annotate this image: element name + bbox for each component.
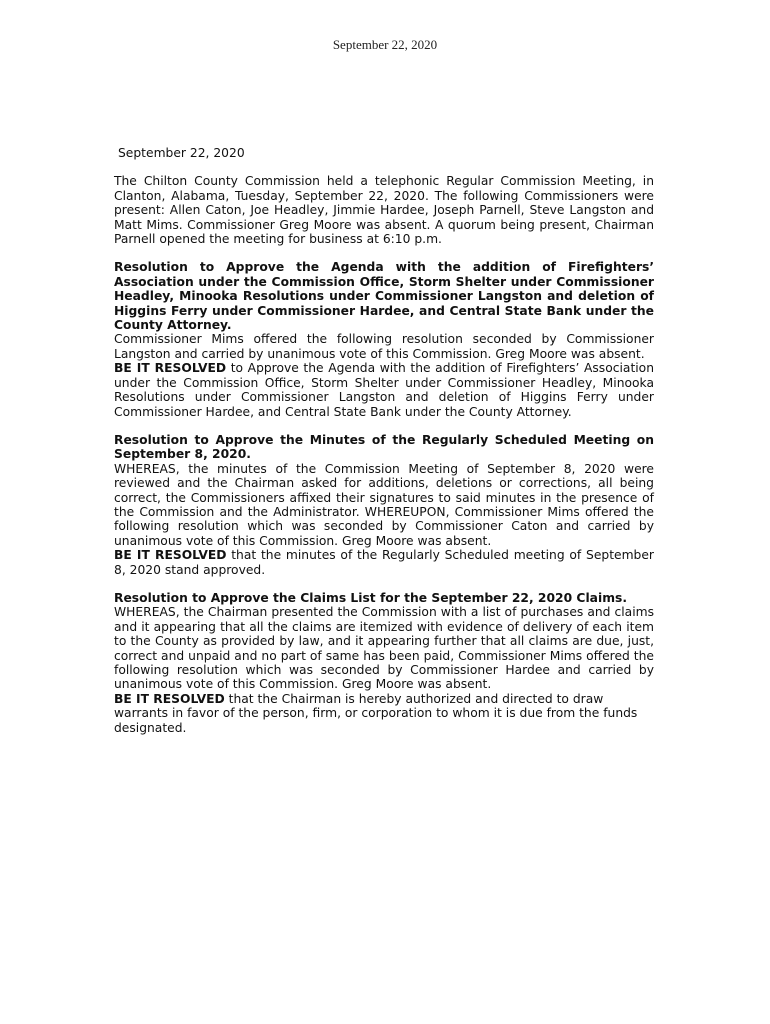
- document-body: [114, 146, 654, 749]
- resolution-heading: Resolution to Approve the Claims List for the September 22, 2020 Claims.: [114, 590, 627, 605]
- meeting-date: September 22, 2020: [118, 146, 245, 160]
- resolution-heading: Resolution to Approve the Agenda with the addition of Firefighters’ Association under the Commission Office, Storm Shelter under Commissioner Headley, Minooka Resolutions under Commissioner Langston and deletion of Higgins Ferry under Commissioner Hardee, and Central State Bank under the County Attorney.: [114, 260, 654, 333]
- resolution-heading: Resolution to Approve the Minutes of the Regularly Scheduled Meeting on September 8, 2020.: [114, 432, 654, 462]
- resolved-paragraph: [114, 548, 654, 577]
- running-header-date: September 22, 2020: [332, 37, 438, 52]
- intro-paragraph: The Chilton County Commission held a telephonic Regular Commission Meeting, in Clanton, Alabama, Tuesday, September 22, 2020. The following Commissioners were present: Allen Caton, Joe Headley, Jimmie Hardee, Joseph Parnell, Steve Langston and Matt Mims. Commissioner Greg Moore was absent. A quorum being present, Chairman Parnell opened the meeting for business at 6:10 p.m.: [114, 174, 654, 247]
- resolution-body: Commissioner Mims offered the following resolution seconded by Commissioner Langston and carried by unanimous vote of this Commission. Greg Moore was absent.: [114, 332, 654, 361]
- resolved-paragraph: [114, 361, 654, 419]
- resolution-body: WHEREAS, the Chairman presented the Commission with a list of purchases and claims and it appearing that all the claims are itemized with evidence of delivery of each item to the County as provided by law, and it appearing further that all claims are due, just, correct and unpaid and no part of same has been paid, Commissioner Mims offered the following resolution which was seconded by Commissioner Hardee and carried by unanimous vote of this Commission. Greg Moore was absent.: [114, 605, 654, 692]
- resolved-label: BE IT RESOLVED: [114, 361, 227, 376]
- resolution-claims: [114, 591, 654, 735]
- resolved-text: that the minutes of the Regularly Scheduled meeting of September 8, 2020 stand approved.: [114, 548, 654, 577]
- resolution-minutes: [114, 433, 654, 577]
- resolution-body: WHEREAS, the minutes of the Commission Meeting of September 8, 2020 were reviewed and the Chairman asked for additions, deletions or corrections, all being correct, the Commissioners affixed their signatures to said minutes in the presence of the Commission and the Administrator. WHEREUPON, Commissioner Mims offered the following resolution which was seconded by Commissioner Caton and carried by unanimous vote of this Commission. Greg Moore was absent.: [114, 461, 654, 548]
- resolution-agenda: [114, 260, 654, 418]
- resolved-label: BE IT RESOLVED: [114, 548, 227, 563]
- resolved-text: that the Chairman is hereby authorized and directed to draw warrants in favor of the person, firm, or corporation to whom it is due from the funds designated.: [114, 691, 638, 735]
- resolved-paragraph: [114, 692, 654, 735]
- resolved-text: to Approve the Agenda with the addition of Firefighters’ Association under the Commission Office, Storm Shelter under Commissioner Headley, Minooka Resolutions under Commissioner Langston and deletion of Higgins Ferry under Commissioner Hardee, and Central State Bank under the County Attorney.: [114, 361, 654, 419]
- resolved-label: BE IT RESOLVED: [114, 691, 225, 706]
